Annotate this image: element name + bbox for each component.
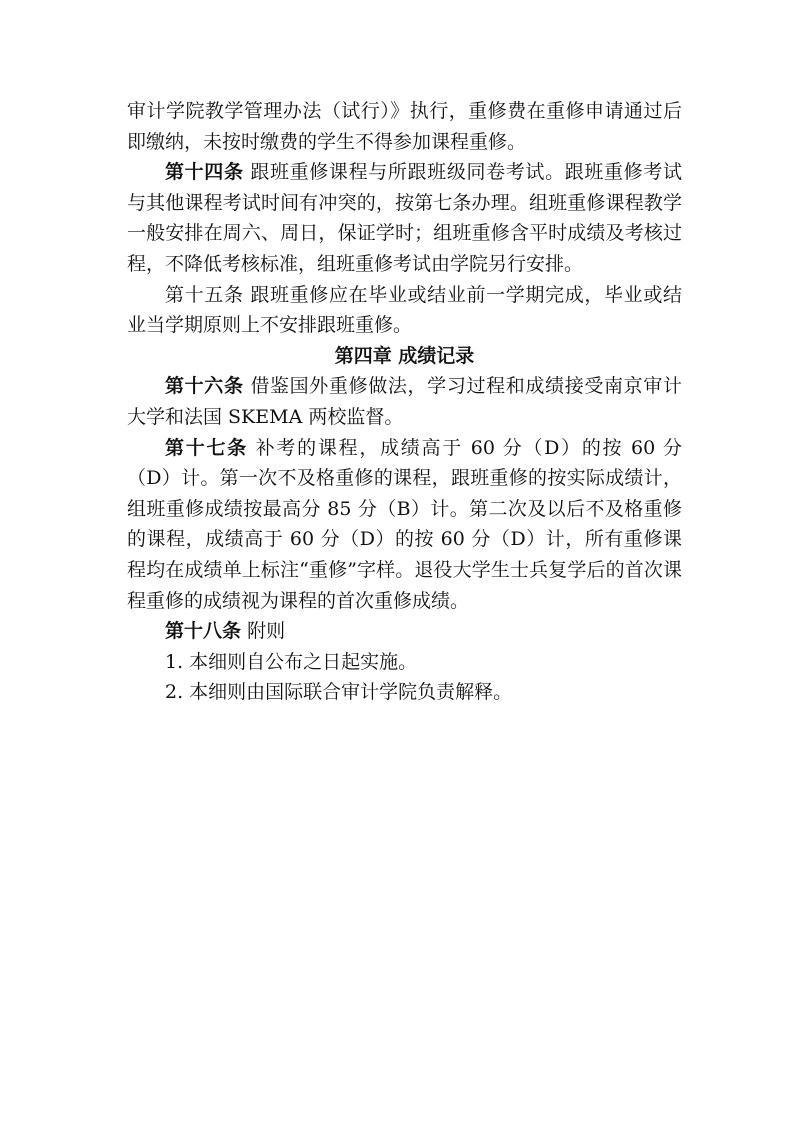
article-15-label: 第十五条 xyxy=(165,283,244,306)
list-item: 1. 本细则自公布之日起实施。 xyxy=(165,650,418,673)
list-item: 2. 本细则由国际联合审计学院负责解释。 xyxy=(165,681,513,704)
continuation-paragraph xyxy=(127,96,682,157)
article-18-label: 第十八条 xyxy=(165,620,242,643)
article-18-text: 附则 xyxy=(247,620,286,643)
article-16 xyxy=(127,371,682,432)
article-17-text: 补考的课程，成绩高于 60 分（D）的按 60 分（D）计。第一次不及格重修的课程，跟班重修的按实际成绩计，组班重修成绩按最高分 85 分（B）计。第二次及以后不及格重修的课程，成绩高于 60 分（D）的按 60 分（D）计，所有重修课程均在成绩单上标注“重修”字样。退役大学生士兵复学后的首次课程重修的成绩视为课程的首次重修成绩。 xyxy=(127,436,682,612)
chapter-title: 第四章 成绩记录 xyxy=(334,344,475,367)
article-16-label: 第十六条 xyxy=(165,375,244,398)
article-14-label: 第十四条 xyxy=(165,161,244,184)
article-18 xyxy=(127,616,682,647)
article-14-text: 跟班重修课程与所跟班级同卷考试。跟班重修考试与其他课程考试时间有冲突的，按第七条办理。组班重修课程教学一般安排在周六、周日，保证学时；组班重修含平时成绩及考核过程，不降低考核标准，组班重修考试由学院另行安排。 xyxy=(127,161,682,275)
paragraph-text: 审计学院教学管理办法（试行）》执行，重修费在重修申请通过后即缴纳，未按时缴费的学生不得参加课程重修。 xyxy=(127,100,682,153)
article-15 xyxy=(127,280,682,341)
article-15-text: 跟班重修应在毕业或结业前一学期完成，毕业或结业当学期原则上不安排跟班重修。 xyxy=(127,283,682,337)
article-17 xyxy=(127,433,682,617)
article-17-label: 第十七条 xyxy=(165,436,248,459)
article-14 xyxy=(127,157,682,279)
document-body xyxy=(127,96,682,708)
article-16-text: 借鉴国外重修做法，学习过程和成绩接受南京审计大学和法国 SKEMA 两校监督。 xyxy=(127,375,682,428)
